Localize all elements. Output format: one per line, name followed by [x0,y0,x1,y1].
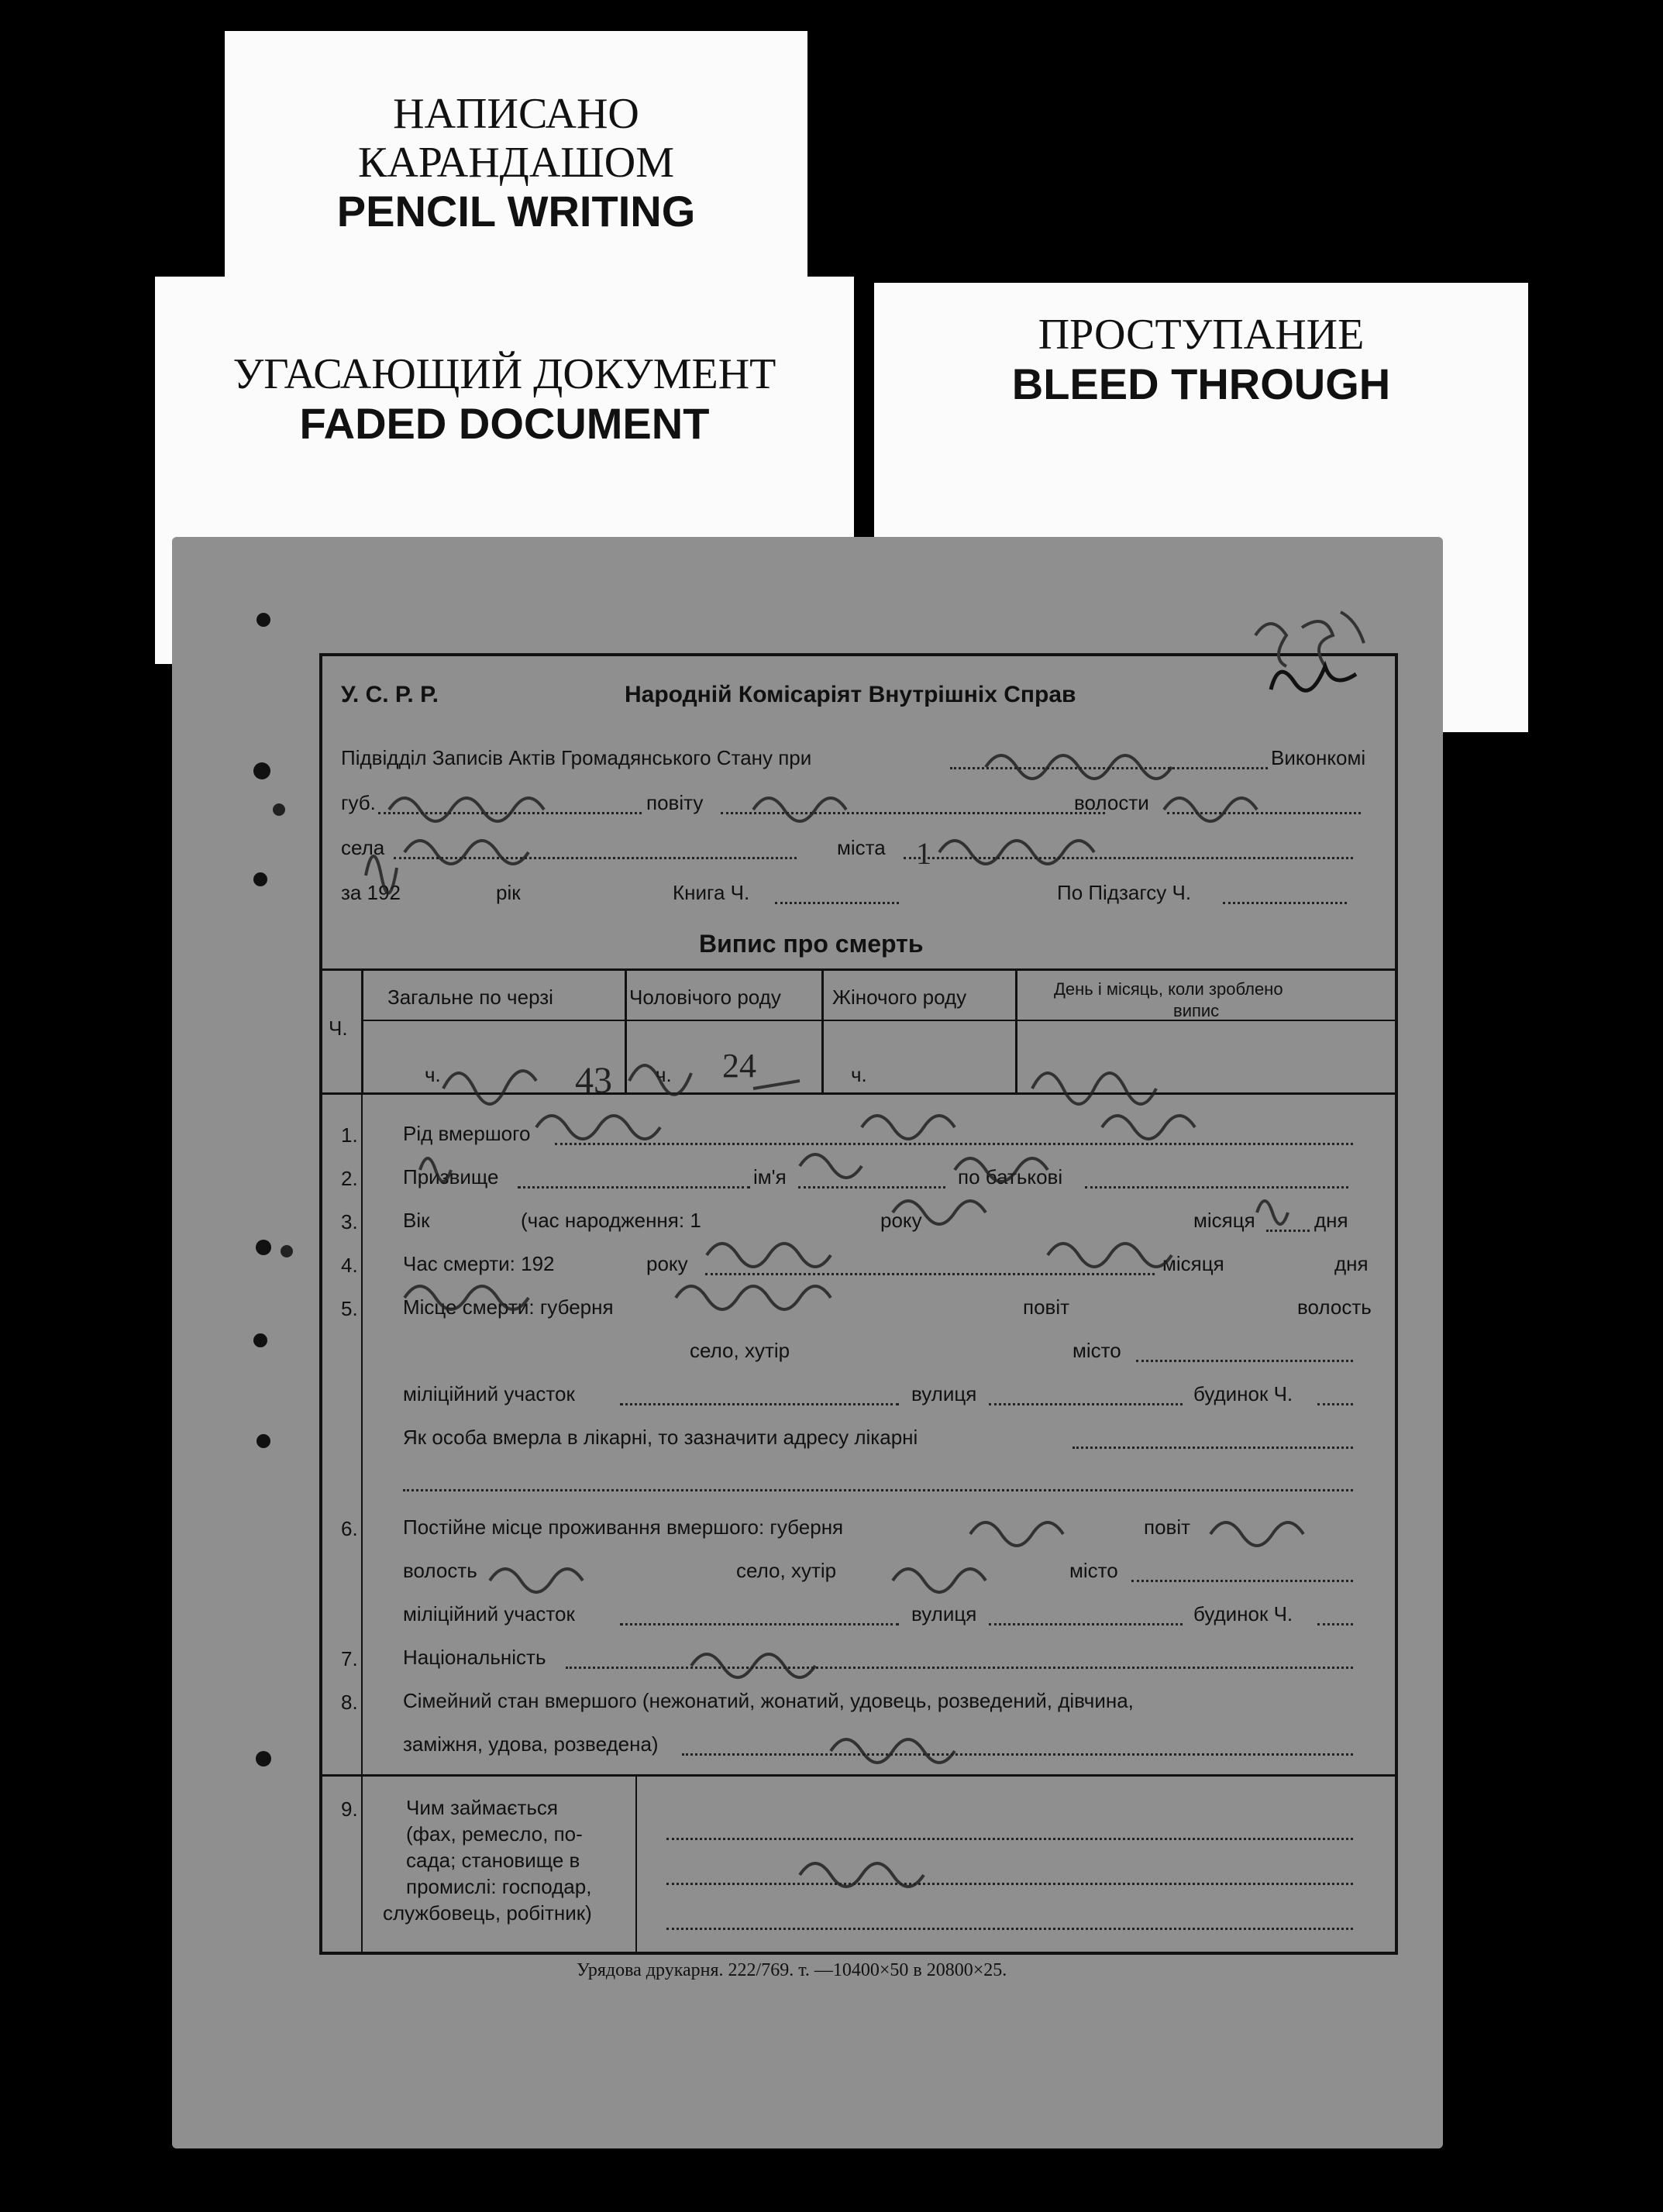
povitu-label: повіту [646,791,704,814]
row5-povit: повіт [1023,1295,1070,1319]
row4-day: дня [1334,1252,1369,1275]
row8-marital: Сімейний стан вмершого (нежонатий, жонатий, удовець, розведений, дівчина, [403,1689,1134,1712]
row5-house: будинок Ч. [1193,1382,1293,1405]
row9-line-2: (фах, ремесло, по- [406,1822,583,1846]
row-num-4: 4. [341,1254,358,1277]
year-label: за 192 [341,881,401,904]
row6-house: будинок Ч. [1193,1602,1293,1625]
ch-female: ч. [851,1063,867,1086]
gub-label: губ. [341,791,376,814]
row6-militia: міліційний участок [403,1602,575,1625]
row1-label: Рід вмершого [403,1122,531,1145]
row4-death-time: Час смерти: 192 [403,1252,555,1275]
faded-label-en: FADED DOCUMENT [299,398,710,448]
row9-line-3: сада; становище в [406,1849,580,1872]
row-num-8: 8. [341,1691,358,1714]
row5-street: вулиця [911,1382,977,1405]
row-num-5: 5. [341,1297,358,1320]
row7-nationality: Національність [403,1646,546,1669]
col-general: Загальне по черзі [387,986,553,1009]
bleed-label-en: BLEED THROUGH [1011,359,1391,408]
row2-surname: Призвище [403,1165,499,1189]
vykonkom-label: Виконкомі [1271,746,1366,769]
row-num-3: 3. [341,1210,358,1233]
commissariat-title: Народній Комісаріят Внутрішніх Справ [625,682,1076,707]
col-date-2: випис [1173,1001,1220,1020]
row6-residence: Постійне місце проживання вмершого: губерня [403,1515,844,1539]
rik-label: рік [496,881,521,904]
pencil-label-en: PENCIL WRITING [336,187,696,236]
ch-male: ч. [656,1063,672,1086]
usrr-header: У. С. Р. Р. [341,682,439,707]
col-male: Чоловічого роду [629,986,781,1009]
row-num-7: 7. [341,1647,358,1670]
row5-village: село, хутір [690,1339,790,1362]
row4-year: року [646,1252,688,1275]
pencil-writing-card [225,31,807,277]
row4-month: місяця [1162,1252,1224,1275]
bleed-label-ru: ПРОСТУПАНИЕ [1038,311,1365,359]
row5-militia: міліційний участок [403,1382,575,1405]
row5-hospital: Як особа вмерла в лікарні, то зазначити адресу лікарні [403,1426,918,1449]
row-num-1: 1. [341,1123,358,1147]
row6-volost: волость [403,1559,477,1582]
col-female: Жіночого роду [832,986,967,1009]
row2-name: ім'я [753,1165,787,1189]
svg-text:1: 1 [916,836,931,871]
handwriting-overlay [319,736,1398,1914]
table-ch-label: Ч. [329,1017,348,1040]
svg-text:24: 24 [722,1047,756,1085]
row5-town: місто [1073,1339,1121,1362]
row2-patronymic: по батькові [958,1165,1063,1189]
printer-footer: Урядова друкарня. 222/769. т. —10400×50 в 20800×25. [577,1960,1007,1980]
row-num-6: 6. [341,1517,358,1540]
pencil-number-marks [1240,581,1395,705]
row3-age: Вік [403,1209,430,1232]
subdept-label: Підвідділ Записів Актів Громадянського Стану при [341,746,812,769]
row6-town: місто [1069,1559,1118,1582]
col-date-1: День і місяць, коли зроблено [1054,979,1283,999]
row3-day: дня [1314,1209,1348,1232]
svg-text:43: 43 [575,1060,612,1101]
row6-povit: повіт [1144,1515,1191,1539]
mista-label: міста [837,836,886,859]
ch-general: ч. [425,1063,441,1086]
faded-label-ru: УГАСАЮЩИЙ ДОКУМЕНТ [232,350,776,398]
row3-year: року [880,1209,922,1232]
row6-street: вулиця [911,1602,977,1625]
volosti-label: волости [1074,791,1149,814]
row3-born: (час народження: 1 [521,1209,701,1232]
binding-holes [232,604,333,1844]
row6-village: село, хутір [736,1559,837,1582]
row8-marital-2: заміжня, удова, розведена) [403,1732,659,1756]
row9-line-5: службовець, робітник) [383,1901,592,1925]
pidzagsu-label: По Підзагсу Ч. [1057,881,1192,904]
pencil-label-ru-1: НАПИСАНО [393,90,639,138]
row3-month: місяця [1193,1209,1255,1232]
row-num-2: 2. [341,1167,358,1190]
form-title: Випис про смерть [699,930,924,958]
row5-place: Місце смерти: губерня [403,1295,614,1319]
row-num-9: 9. [341,1797,358,1821]
row5-volost: волость [1297,1295,1372,1319]
row9-line-c [666,1928,1353,1930]
sela-label: села [341,836,385,859]
book-label: Книга Ч. [673,881,750,904]
row9-line-4: промислі: господар, [406,1875,592,1898]
pencil-label-ru-2: КАРАНДАШОМ [357,138,675,187]
row9-line-1: Чим займається [406,1796,558,1819]
